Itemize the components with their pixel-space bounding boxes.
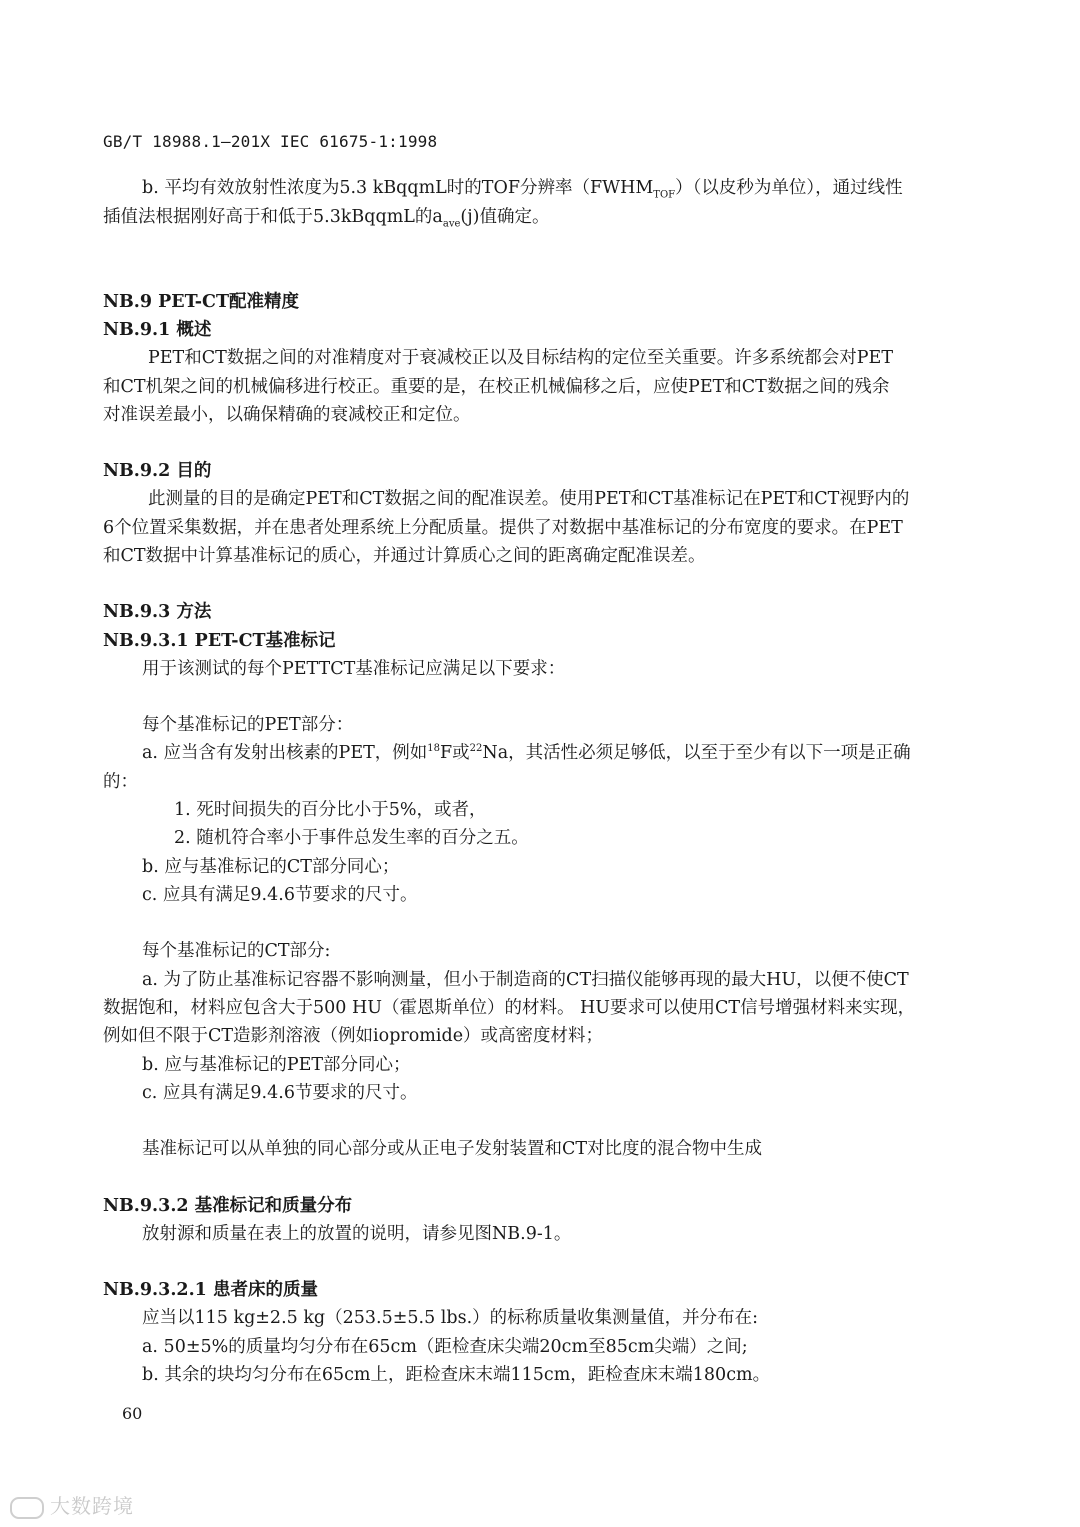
pet-item-a: a. 应当含有发射出核素的PET，例如$^{18}$F或$^{22}$Na，其活性必须足够低，以至于至少有以下一项是正确 xyxy=(142,743,911,763)
pet-subitem-2: 2. 随机符合率小于事件总发生率的百分之五。 xyxy=(174,828,529,848)
section-9-3-2-text: 放射源和质量在表上的放置的说明，请参见图NB.9-1。 xyxy=(142,1224,572,1244)
ct-item-c: c. 应具有满足9.4.6节要求的尺寸。 xyxy=(142,1083,418,1103)
intro-line-2: 插值法根据刚好高于和低于5.3kBqqmL的$a_{ave}(j)$值确定。 xyxy=(103,207,550,230)
section-9-3-heading: NB.9.3 方法 xyxy=(103,602,212,622)
pet-subitem-1: 1. 死时间损失的百分比小于5%，或者， xyxy=(174,800,487,820)
section-9-heading: NB.9 PET-CT配准精度 xyxy=(103,292,299,312)
section-9-3-1-heading: NB.9.3.1 PET-CT基准标记 xyxy=(103,631,336,651)
section-9-2-line: 此测量的目的是确定PET和CT数据之间的配准误差。使用PET和CT基准标记在PET和CT视野内的 xyxy=(148,489,910,509)
pet-item-a-cont: 的： xyxy=(103,772,138,792)
section-9-2-heading: NB.9.2 目的 xyxy=(103,461,212,481)
ct-item-b: b. 应与基准标记的PET部分同心； xyxy=(142,1055,411,1075)
section-9-1-heading: NB.9.1 概述 xyxy=(103,320,212,340)
standard-id: GB/T 18988.1—201X IEC 61675-1:1998 xyxy=(103,132,438,151)
intro-line-1: b. 平均有效放射性浓度为5.3 kBqqmL时的TOF分辨率$(FWHM_{TOF})$（以皮秒为单位），通过线性 xyxy=(142,178,903,201)
pet-item-b: b. 应与基准标记的CT部分同心； xyxy=(142,857,400,877)
fiducial-note: 基准标记可以从单独的同心部分或从正电子发射装置和CT对比度的混合物中生成 xyxy=(142,1139,763,1159)
section-9-1-line: 对准误差最小，以确保精确的衰减校正和定位。 xyxy=(103,405,471,425)
section-9-3-2-heading: NB.9.3.2 基准标记和质量分布 xyxy=(103,1196,353,1216)
pet-item-c: c. 应具有满足9.4.6节要求的尺寸。 xyxy=(142,885,418,905)
watermark-icon xyxy=(10,1497,44,1519)
pet-part-title: 每个基准标记的PET部分： xyxy=(142,715,354,735)
watermark-text: 大数跨境 xyxy=(50,1494,134,1518)
section-9-3-2-1-heading: NB.9.3.2.1 患者床的质量 xyxy=(103,1280,318,1300)
bed-mass-item-a: a. 50±5%的质量均匀分布在65cm（距检查床尖端20cm至85cm尖端）之间; xyxy=(142,1337,748,1357)
bed-mass-item-b: b. 其余的块均匀分布在65cm上，距检查床末端115cm，距检查床末端180cm。 xyxy=(142,1365,771,1385)
ct-item-a-line: 例如但不限于CT造影剂溶液（例如iopromide）或高密度材料； xyxy=(103,1026,604,1046)
ct-item-a-line: a. 为了防止基准标记容器不影响测量，但小于制造商的CT扫描仪能够再现的最大HU，以便不使CT xyxy=(142,970,909,990)
ct-part-title: 每个基准标记的CT部分: xyxy=(142,941,331,961)
bed-mass-text: 应当以115 kg±2.5 kg（253.5±5.5 lbs.）的标称质量收集测量值，并分布在: xyxy=(142,1308,759,1328)
section-9-2-line: 和CT数据中计算基准标记的质心，并通过计算质心之间的距离确定配准误差。 xyxy=(103,546,706,566)
section-9-1-line: 和CT机架之间的机械偏移进行校正。重要的是，在校正机械偏移之后，应使PET和CT数据之间的残余 xyxy=(103,377,890,397)
watermark-logo xyxy=(10,1490,134,1519)
ct-item-a-line: 数据饱和，材料应包含大于500 HU（霍恩斯单位）的材料。 HU要求可以使用CT信号增强材料来实现， xyxy=(103,998,916,1018)
section-9-2-line: 6个位置采集数据，并在患者处理系统上分配质量。提供了对数据中基准标记的分布宽度的要求。在PET xyxy=(103,518,903,538)
section-9-1-line: PET和CT数据之间的对准精度对于衰减校正以及目标结构的定位至关重要。许多系统都会对PET xyxy=(148,348,894,368)
page-number: 60 xyxy=(122,1404,143,1423)
fiducial-intro: 用于该测试的每个PETTCT基准标记应满足以下要求： xyxy=(142,659,566,679)
